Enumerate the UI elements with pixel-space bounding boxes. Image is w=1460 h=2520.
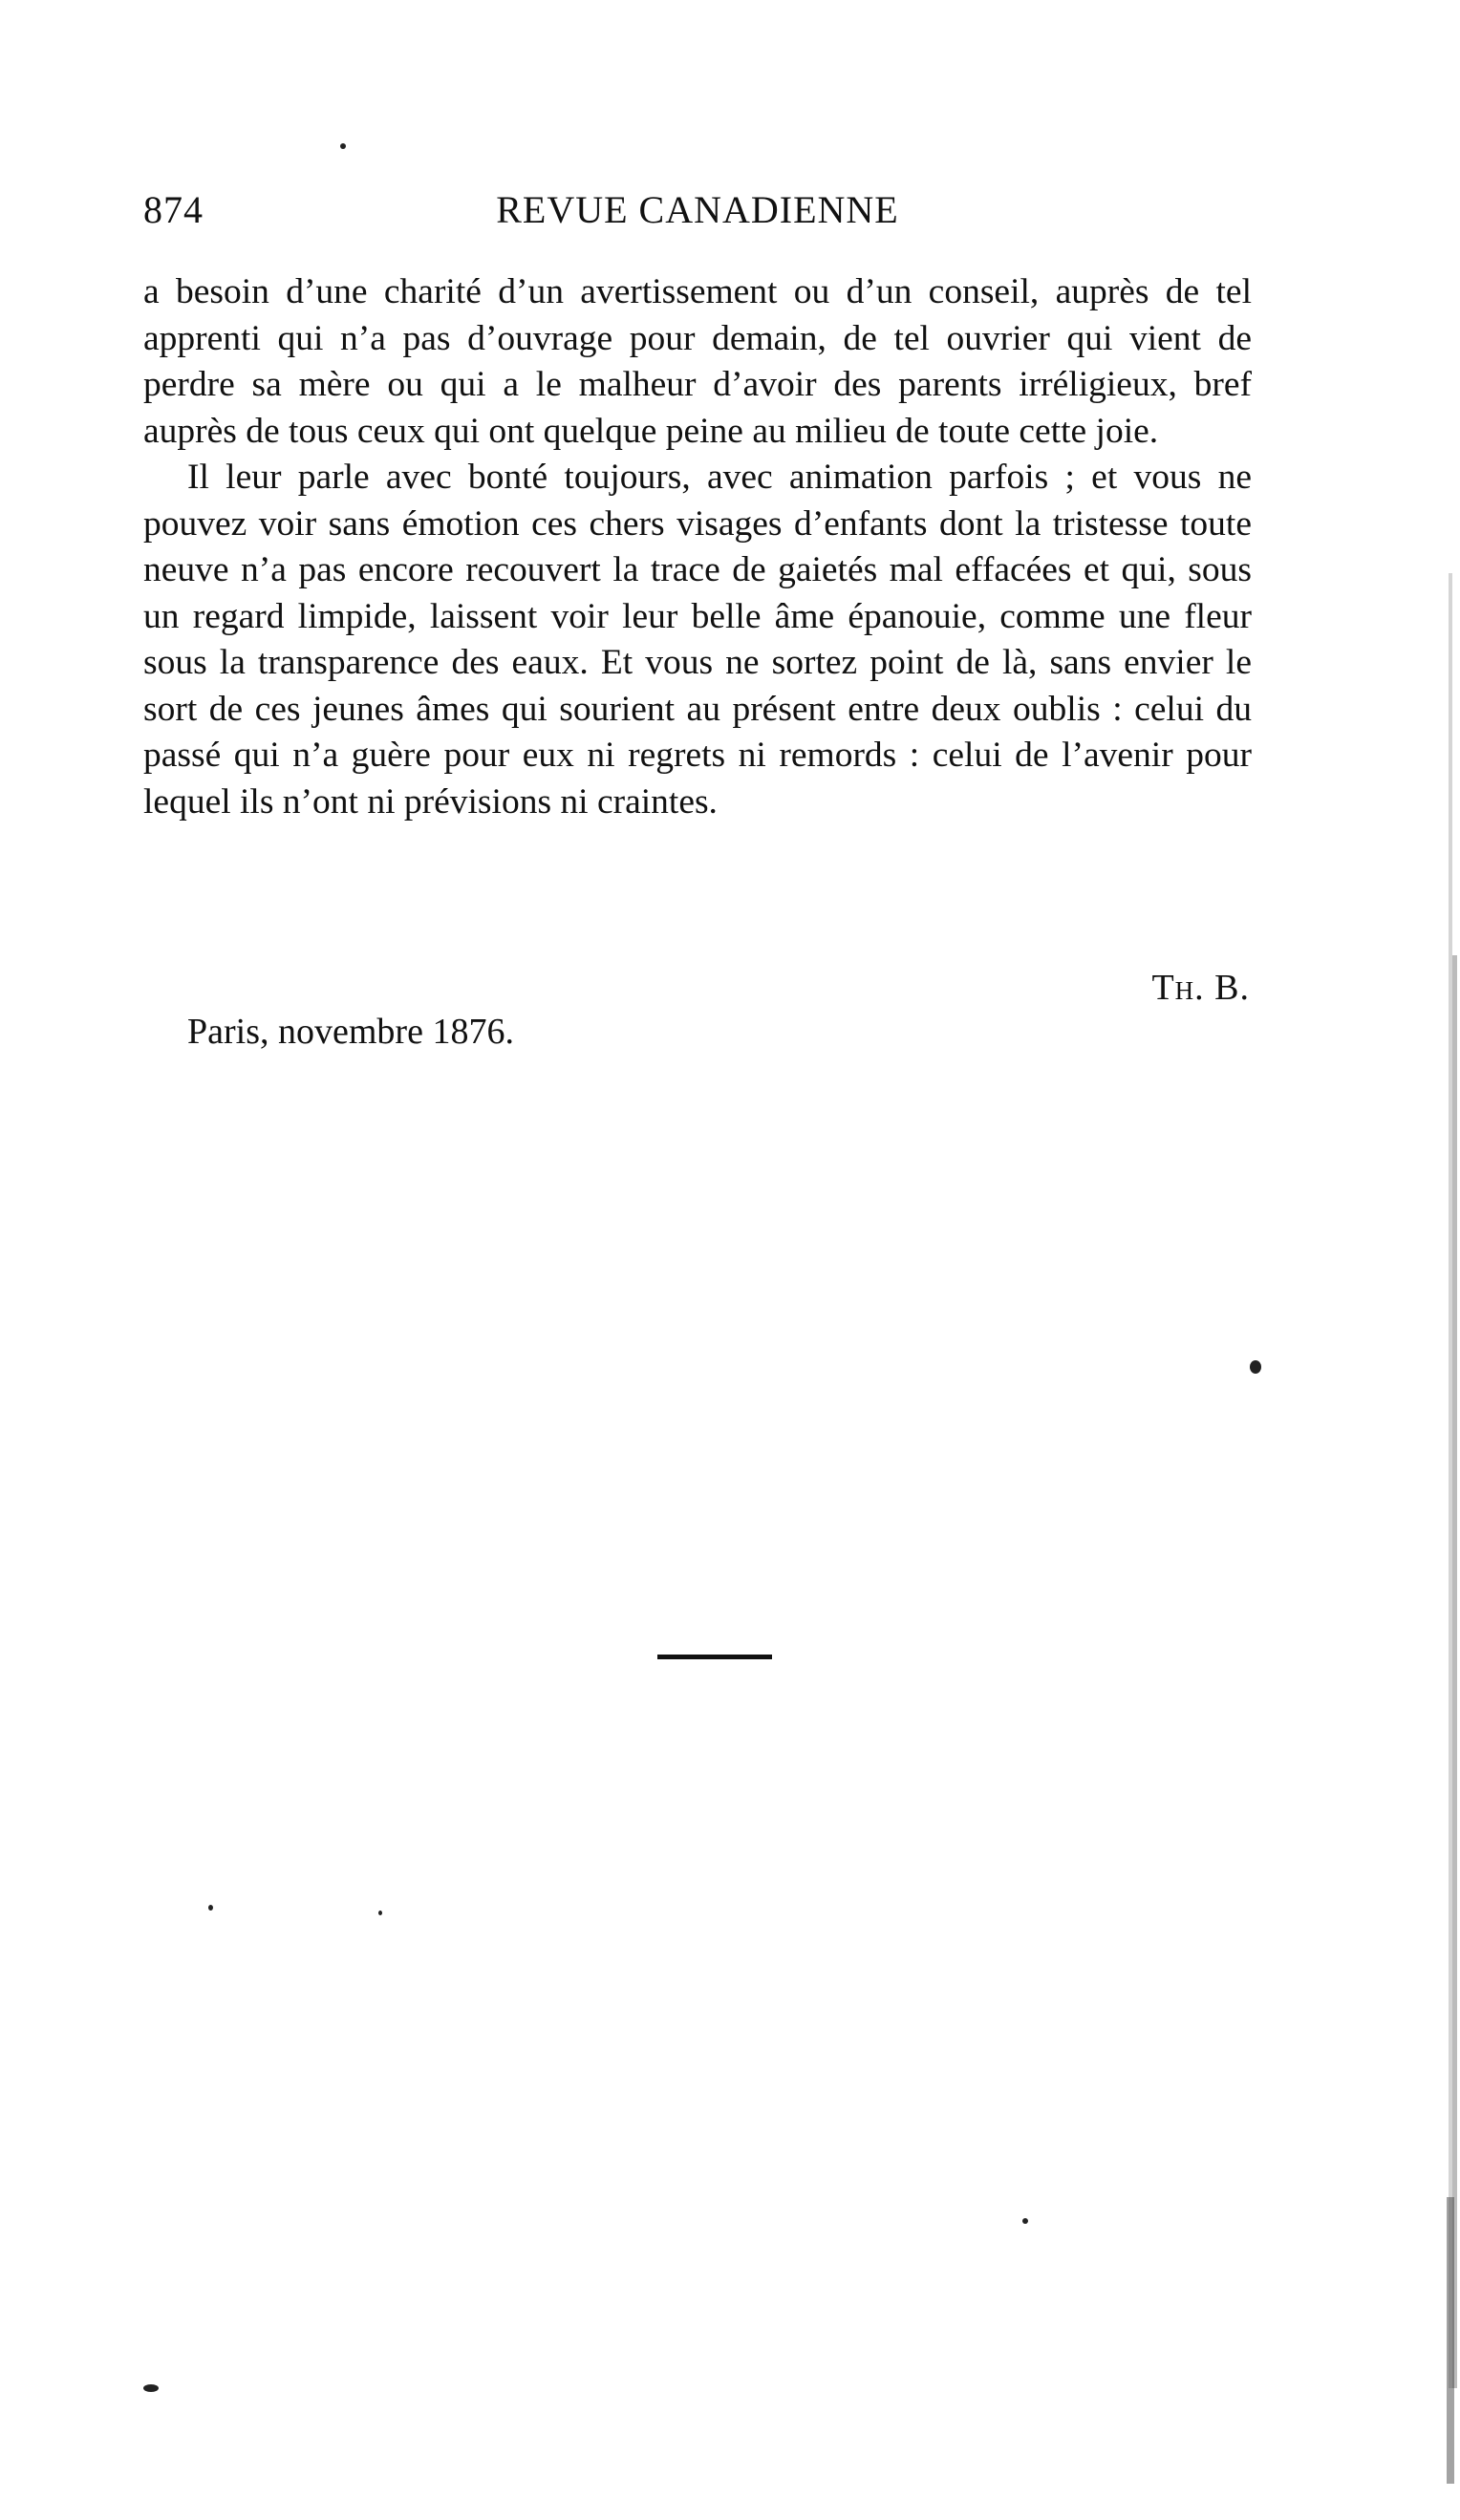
article-body [143, 269, 1252, 825]
running-title: REVUE CANADIENNE [496, 188, 899, 231]
scan-speck [208, 1905, 213, 1911]
scan-edge-shadow [1412, 0, 1460, 2520]
scan-speck [143, 2384, 159, 2392]
scan-speck [340, 143, 346, 149]
paragraph: Il leur parle avec bonté toujours, avec animation parfois ; et vous ne pouvez voir sans émotion ces chers visages d’enfants dont la tristesse toute neuve n’a pas encore recouvert la trace de gaietés mal effacées et qui, sous un regard limpide, laissent voir leur belle âme épanouie, comme une fleur sous la transparence des eaux. Et vous ne sortez point de là, sans envier le sort de ces jeunes âmes qui sourient au présent entre deux oublis : celui du passé qui n’a guère pour eux ni regrets ni remords : celui de l’avenir pour lequel ils n’ont ni prévisions ni craintes. [143, 458, 1252, 822]
dateline: Paris, novembre 1876. [187, 1012, 514, 1052]
scan-speck [378, 1911, 382, 1915]
scan-speck [1022, 2218, 1028, 2224]
section-end-rule [657, 1655, 772, 1659]
page-number: 874 [143, 188, 204, 231]
paragraph-continuation: a besoin d’une charité d’un avertissement ou d’un conseil, auprès de tel apprenti qui n’a pas d’ouvrage pour demain, de tel ouvrier qui vient de perdre sa mère ou qui a le malheur d’avoir des parents irréligieux, bref auprès de tous ceux qui ont quelque peine au milieu de toute cette joie. [143, 272, 1252, 451]
author-signature: Th. B. [1151, 968, 1250, 1008]
scan-speck [1250, 1360, 1261, 1374]
page-header [143, 187, 1252, 245]
